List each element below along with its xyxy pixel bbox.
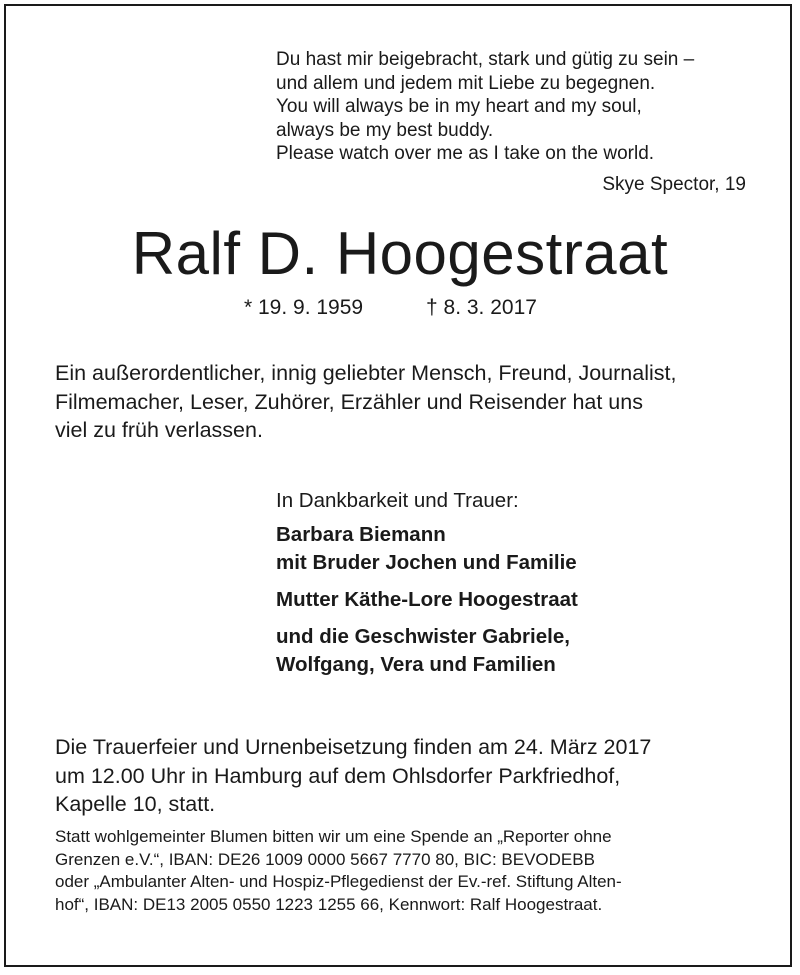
poem bbox=[276, 48, 694, 166]
death-date: † 8. 3. 2017 bbox=[426, 296, 537, 319]
donation-line: Grenzen e.V.“, IBAN: DE26 1009 0000 5667 7770 80, BIC: BEVODEBB bbox=[55, 849, 595, 869]
tribute-text bbox=[55, 359, 746, 445]
deceased-name: Ralf D. Hoogestraat bbox=[131, 220, 669, 287]
mourner-group bbox=[276, 623, 578, 679]
poem-signature: Skye Spector, 19 bbox=[602, 174, 746, 195]
poem-line: Please watch over me as I take on the world. bbox=[276, 143, 655, 164]
service-line: um 12.00 Uhr in Hamburg auf dem Ohlsdorfer Parkfriedhof, bbox=[55, 763, 621, 788]
mourners bbox=[276, 487, 578, 688]
mourner-line: mit Bruder Jochen und Familie bbox=[276, 551, 577, 574]
poem-line: always be my best buddy. bbox=[276, 119, 494, 141]
poem-line: You will always be in my heart and my soul, bbox=[276, 96, 642, 117]
service-info bbox=[55, 733, 746, 819]
poem-line: Du hast mir beigebracht, stark und gütig zu sein – bbox=[276, 49, 695, 70]
donation-line: Statt wohlgemeinter Blumen bitten wir um eine Spende an „Reporter ohne bbox=[55, 827, 612, 846]
mourner-line: Mutter Käthe-Lore Hoogestraat bbox=[276, 588, 578, 611]
donation-info bbox=[55, 826, 746, 916]
mourner-line: Wolfgang, Vera und Familien bbox=[276, 653, 556, 676]
birth-date: * 19. 9. 1959 bbox=[244, 296, 364, 319]
poem-line: und allem und jedem mit Liebe zu begegnen. bbox=[276, 72, 656, 94]
mourner-line: Barbara Biemann bbox=[276, 523, 446, 546]
mourners-intro: In Dankbarkeit und Trauer: bbox=[276, 489, 519, 512]
donation-line: hof“, IBAN: DE13 2005 0550 1223 1255 66, Kennwort: Ralf Hoogestraat. bbox=[55, 894, 603, 914]
service-line: Die Trauerfeier und Urnenbeisetzung finden am 24. März 2017 bbox=[55, 735, 652, 759]
service-line: Kapelle 10, statt. bbox=[55, 792, 216, 816]
donation-line: oder „Ambulanter Alten- und Hospiz-Pflegedienst der Ev.-ref. Stiftung Alten- bbox=[55, 872, 622, 891]
tribute-line: Ein außerordentlicher, innig geliebter Mensch, Freund, Journalist, bbox=[55, 361, 677, 385]
mourner-line: und die Geschwister Gabriele, bbox=[276, 625, 570, 648]
mourner-group bbox=[276, 521, 578, 577]
tribute-line: Filmemacher, Leser, Zuhörer, Erzähler und Reisender hat uns bbox=[55, 389, 643, 414]
tribute-line: viel zu früh verlassen. bbox=[55, 418, 263, 442]
mourner-group bbox=[276, 586, 578, 614]
